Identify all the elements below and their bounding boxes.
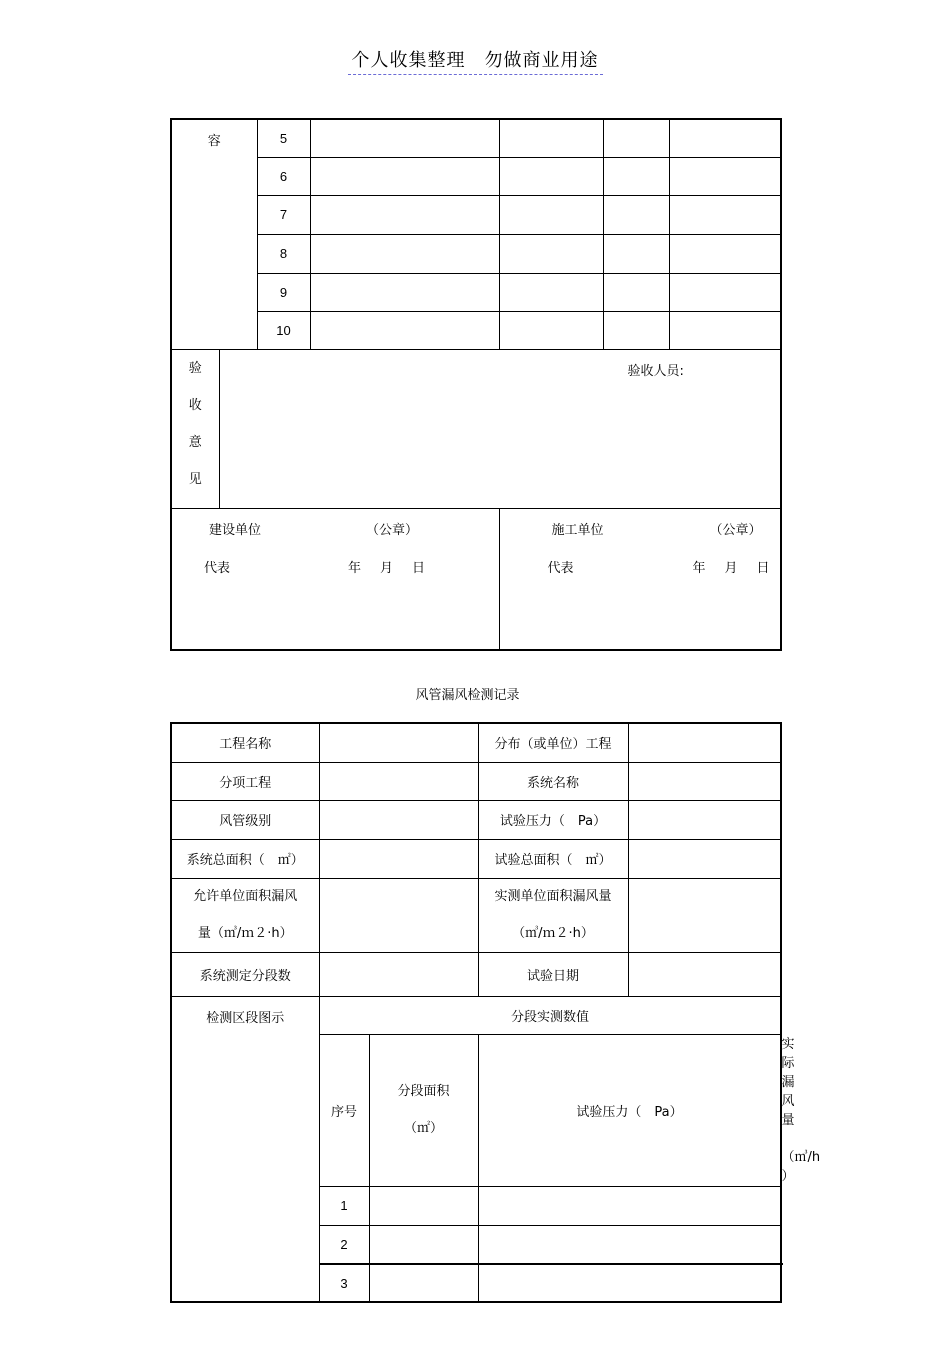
allowed-leak-line2: 量（㎥/ｍ２·h） xyxy=(197,926,293,941)
label-system-name: 系统名称 xyxy=(478,762,628,800)
field-measured-leak[interactable] xyxy=(628,878,781,952)
section-title: 风管漏风检测记录 xyxy=(415,688,520,703)
construction-unit-block xyxy=(171,508,499,650)
opinion-char: 验 xyxy=(188,360,202,376)
construction-unit-rep: 代表 xyxy=(204,560,231,576)
field-project-name[interactable] xyxy=(319,723,478,762)
table-cell[interactable] xyxy=(369,1264,478,1302)
allowed-leak-line1: 允许单位面积漏风 xyxy=(193,889,298,904)
col-area-line2: （㎡） xyxy=(404,1121,444,1136)
row-number: 3 xyxy=(319,1264,369,1302)
table-cell[interactable] xyxy=(499,195,603,234)
table-cell[interactable] xyxy=(669,157,781,195)
opinion-label xyxy=(171,349,219,508)
table-cell[interactable] xyxy=(669,234,781,273)
table-cell[interactable] xyxy=(669,119,781,157)
table-cell[interactable] xyxy=(603,234,669,273)
section-diagram-label: 检测区段图示 xyxy=(206,1010,285,1026)
table-cell[interactable] xyxy=(478,1264,781,1302)
table-cell[interactable] xyxy=(499,157,603,195)
row-number: 5 xyxy=(257,119,310,157)
table-cell[interactable] xyxy=(603,311,669,349)
table-cell[interactable] xyxy=(603,157,669,195)
field-test-total-area[interactable] xyxy=(628,839,781,878)
header-title: 个人收集整理 勿做商业用途 xyxy=(348,46,603,75)
table-cell[interactable] xyxy=(669,195,781,234)
content-side-label xyxy=(171,119,257,349)
field-test-pressure[interactable] xyxy=(628,800,781,839)
table-cell[interactable] xyxy=(369,1225,478,1264)
table-cell[interactable] xyxy=(603,195,669,234)
label-segment-count: 系统测定分段数 xyxy=(171,952,319,996)
row-number: 7 xyxy=(257,195,310,234)
measured-leak-line1: 实测单位面积漏风量 xyxy=(494,889,612,904)
label-test-pressure: 试验压力（ Pa） xyxy=(478,800,628,839)
table-cell[interactable] xyxy=(310,157,499,195)
opinion-char: 意 xyxy=(188,434,202,450)
segment-values-header: 分段实测数值 xyxy=(319,996,781,1034)
field-system-total-area[interactable] xyxy=(319,839,478,878)
table-cell[interactable] xyxy=(603,119,669,157)
contractor-unit-rep: 代表 xyxy=(547,560,574,576)
row-number: 10 xyxy=(257,311,310,349)
col-header-no: 序号 xyxy=(319,1034,369,1186)
table-cell[interactable] xyxy=(499,273,603,311)
construction-unit-seal: （公章） xyxy=(366,522,419,538)
label-measured-leak xyxy=(478,878,628,952)
row-number: 6 xyxy=(257,157,310,195)
row-number: 1 xyxy=(319,1186,369,1225)
label-duct-class: 风管级别 xyxy=(171,800,319,839)
contractor-unit-name: 施工单位 xyxy=(551,522,604,538)
construction-unit-name: 建设单位 xyxy=(209,522,262,538)
table-cell[interactable] xyxy=(369,1186,478,1225)
table-cell[interactable] xyxy=(310,273,499,311)
opinion-area[interactable] xyxy=(219,349,781,508)
contractor-day: 日 xyxy=(756,560,770,576)
table-cell[interactable] xyxy=(310,311,499,349)
row-number: 8 xyxy=(257,234,310,273)
col-header-area xyxy=(369,1034,478,1186)
inspector-label: 验收人员: xyxy=(627,363,684,379)
field-system-name[interactable] xyxy=(628,762,781,800)
section-diagram-area[interactable] xyxy=(171,996,319,1302)
contractor-month: 月 xyxy=(724,560,738,576)
construction-day: 日 xyxy=(412,560,426,576)
col-header-pressure: 试验压力（ Pa） xyxy=(478,1034,781,1186)
table-cell[interactable] xyxy=(310,195,499,234)
table-cell[interactable] xyxy=(499,311,603,349)
label-system-total-area: 系统总面积（ ㎡） xyxy=(171,839,319,878)
table-cell[interactable] xyxy=(310,119,499,157)
field-duct-class[interactable] xyxy=(319,800,478,839)
side-label-text: 容 xyxy=(207,134,221,149)
row-number: 2 xyxy=(319,1225,369,1264)
table-cell[interactable] xyxy=(669,311,781,349)
label-division: 分布（或单位）工程 xyxy=(478,723,628,762)
table-cell[interactable] xyxy=(603,273,669,311)
contractor-year: 年 xyxy=(692,560,706,576)
contractor-unit-block xyxy=(499,508,781,650)
table-cell[interactable] xyxy=(478,1186,781,1225)
field-test-date[interactable] xyxy=(628,952,781,996)
construction-month: 月 xyxy=(380,560,394,576)
construction-year: 年 xyxy=(348,560,362,576)
page-header xyxy=(0,46,950,75)
field-segment-count[interactable] xyxy=(319,952,478,996)
label-project-name: 工程名称 xyxy=(171,723,319,762)
acceptance-table xyxy=(170,118,782,651)
table-cell[interactable] xyxy=(669,273,781,311)
label-allowed-leak xyxy=(171,878,319,952)
table-cell[interactable] xyxy=(499,234,603,273)
label-test-date: 试验日期 xyxy=(478,952,628,996)
opinion-char: 收 xyxy=(188,397,202,413)
label-test-total-area: 试验总面积（ ㎡） xyxy=(478,839,628,878)
table-cell[interactable] xyxy=(310,234,499,273)
table-cell[interactable] xyxy=(478,1225,781,1264)
leak-test-table: 工程名称 分布（或单位）工程 分项工程 系统名称 风管级别 试验压力（ Pa） 系统总面积（ ㎡） 试验总面积（ ㎡） 允许单位面积漏风 量（㎥/ｍ２·h） 实测单位面积漏风量 （㎥/ｍ２·h） 系统测定分段数 试验日期 检测区段图示 分段实测数值 序号 分段面积 （㎡） 试验压力（ Pa） 实际漏风量 （㎥/h ） 1 2 3 xyxy=(170,722,782,1303)
field-allowed-leak[interactable] xyxy=(319,878,478,952)
measured-leak-line2: （㎥/ｍ２·h） xyxy=(512,926,594,941)
opinion-char: 见 xyxy=(188,471,202,487)
row-number: 9 xyxy=(257,273,310,311)
contractor-unit-seal: （公章） xyxy=(709,522,762,538)
table-cell[interactable] xyxy=(499,119,603,157)
field-division[interactable] xyxy=(628,723,781,762)
field-sub-item[interactable] xyxy=(319,762,478,800)
col-area-line1: 分段面积 xyxy=(397,1084,450,1099)
label-sub-item: 分项工程 xyxy=(171,762,319,800)
